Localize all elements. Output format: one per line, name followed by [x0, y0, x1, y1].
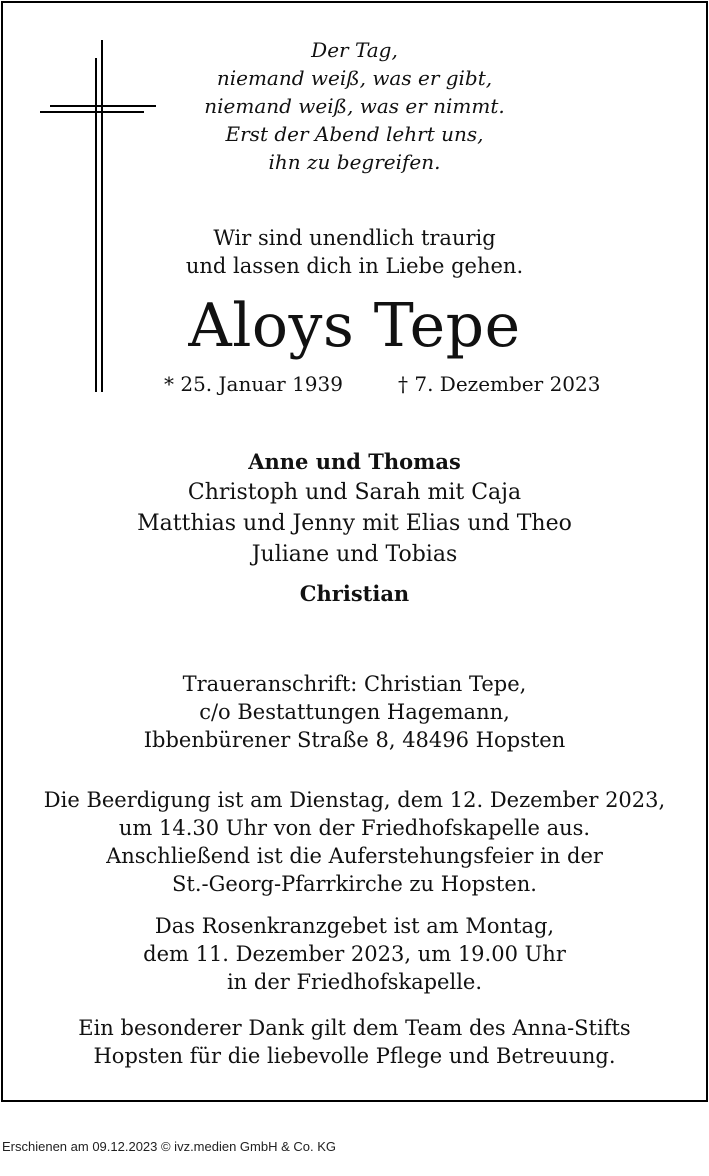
family-line: Matthias und Jenny mit Elias und Theo: [137, 511, 572, 536]
family-line: Christian: [299, 581, 410, 606]
intro-line: und lassen dich in Liebe gehen.: [185, 254, 524, 278]
funeral-line: um 14.30 Uhr von der Friedhofskapelle aus.: [118, 816, 591, 840]
deceased-name: Aloys Tepe: [188, 291, 521, 361]
family-line: Juliane und Tobias: [251, 542, 458, 567]
rosary-line: dem 11. Dezember 2023, um 19.00 Uhr: [143, 942, 566, 966]
address-line: c/o Bestattungen Hagemann,: [199, 700, 510, 724]
family-line: Christoph und Sarah mit Caja: [187, 480, 522, 505]
death-date: † 7. Dezember 2023: [398, 372, 601, 396]
rosary-line: Das Rosenkranzgebet ist am Montag,: [154, 914, 555, 938]
rosary-line: in der Friedhofskapelle.: [226, 970, 483, 994]
family-line: Anne und Thomas: [248, 449, 461, 474]
address-line: Traueranschrift: Christian Tepe,: [182, 672, 527, 696]
funeral-info: [0, 786, 709, 898]
rosary-info: [0, 912, 709, 996]
address-line: Ibbenbürener Straße 8, 48496 Hopsten: [143, 728, 566, 752]
poem-line: niemand weiß, was er gibt,: [216, 66, 493, 90]
poem-line: Erst der Abend lehrt uns,: [225, 122, 484, 146]
funeral-line: Anschließend ist die Auferstehungsfeier in der: [106, 844, 603, 868]
poem-line: ihn zu begreifen.: [268, 150, 441, 174]
funeral-line: Die Beerdigung ist am Dienstag, dem 12. Dezember 2023,: [43, 788, 666, 812]
mourning-address: [0, 670, 709, 754]
poem-line: Der Tag,: [311, 38, 398, 62]
funeral-line: St.-Georg-Pfarrkirche zu Hopsten.: [172, 872, 537, 896]
thanks-note: [0, 1014, 709, 1070]
poem-line: niemand weiß, was er nimmt.: [204, 94, 505, 118]
family-list: [0, 446, 709, 609]
intro-text: [0, 224, 709, 280]
birth-date: * 25. Januar 1939: [164, 372, 343, 396]
poem: [0, 36, 709, 176]
intro-line: Wir sind unendlich traurig: [213, 226, 496, 250]
thanks-line: Hopsten für die liebevolle Pflege und Betreuung.: [93, 1044, 616, 1068]
thanks-line: Ein besonderer Dank gilt dem Team des Anna-Stifts: [78, 1016, 631, 1040]
publication-footer: Erschienen am 09.12.2023 © ivz.medien GmbH & Co. KG: [2, 1139, 337, 1154]
